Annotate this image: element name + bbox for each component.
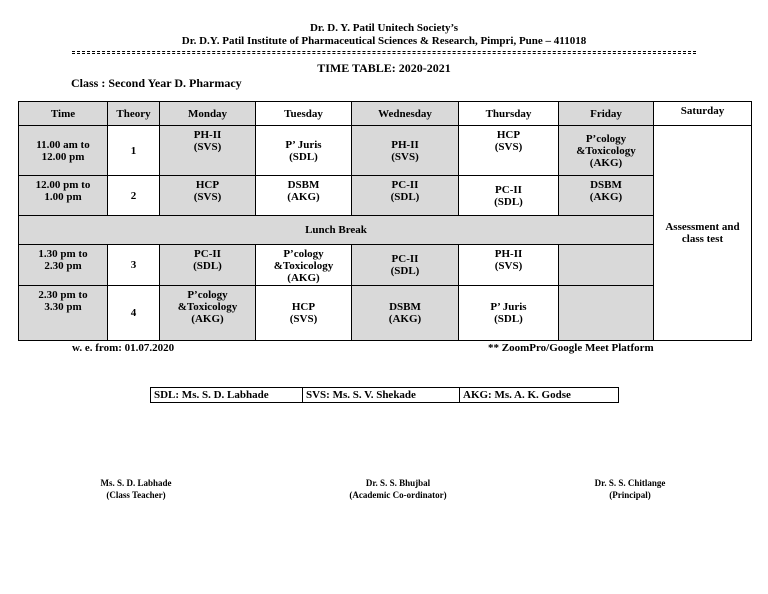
signatory-name: Dr. S. S. Bhujbal xyxy=(365,478,431,488)
staff-item: SDL: Ms. S. D. Labhade xyxy=(151,388,303,403)
signature-class-teacher xyxy=(66,477,206,501)
monday-cell: PC-II (SDL) xyxy=(160,245,256,286)
theory-cell: 4 xyxy=(108,286,160,341)
col-header-tuesday: Tuesday xyxy=(256,102,352,126)
monday-cell: HCP (SVS) xyxy=(160,176,256,216)
col-header-monday: Monday xyxy=(160,102,256,126)
time-cell: 1.30 pm to 2.30 pm xyxy=(19,245,108,286)
col-header-saturday: Saturday xyxy=(654,102,752,126)
effective-date: w. e. from: 01.07.2020 xyxy=(72,342,175,354)
time-cell: 11.00 am to 12.00 pm xyxy=(19,126,108,176)
signatory-role: (Academic Co-ordinator) xyxy=(349,490,447,500)
signatory-name: Dr. S. S. Chitlange xyxy=(594,478,666,488)
wednesday-cell: PC-II (SDL) xyxy=(352,245,459,286)
institute-name: Dr. D.Y. Patil Institute of Pharmaceutical Sciences & Research, Pimpri, Pune – 411018 xyxy=(181,35,587,47)
col-header-time: Time xyxy=(19,102,108,126)
tuesday-cell: DSBM (AKG) xyxy=(256,176,352,216)
col-header-thursday: Thursday xyxy=(459,102,559,126)
table-row xyxy=(19,245,752,286)
society-name: Dr. D. Y. Patil Unitech Society’s xyxy=(309,22,459,34)
table-row xyxy=(19,126,752,176)
col-header-wednesday: Wednesday xyxy=(352,102,459,126)
monday-cell: P’cology &Toxicology (AKG) xyxy=(160,286,256,341)
tuesday-cell: P’cology &Toxicology (AKG) xyxy=(256,245,352,286)
signatory-name: Ms. S. D. Labhade xyxy=(100,478,172,488)
theory-cell: 2 xyxy=(108,176,160,216)
tuesday-cell: HCP (SVS) xyxy=(256,286,352,341)
friday-cell: P’cology &Toxicology (AKG) xyxy=(559,126,654,176)
thursday-cell: HCP (SVS) xyxy=(459,126,559,176)
signature-principal xyxy=(560,477,700,501)
timetable xyxy=(18,101,752,341)
wednesday-cell: PC-II (SDL) xyxy=(352,176,459,216)
thursday-cell: PH-II (SVS) xyxy=(459,245,559,286)
staff-item: SVS: Ms. S. V. Shekade xyxy=(303,388,460,403)
wednesday-cell: DSBM (AKG) xyxy=(352,286,459,341)
staff-item: AKG: Ms. A. K. Godse xyxy=(460,388,619,403)
time-cell: 2.30 pm to 3.30 pm xyxy=(19,286,108,341)
signature-academic-coordinator xyxy=(323,477,473,501)
wednesday-cell: PH-II (SVS) xyxy=(352,126,459,176)
signatory-role: (Class Teacher) xyxy=(106,490,166,500)
theory-cell: 3 xyxy=(108,245,160,286)
lunch-row xyxy=(19,216,752,245)
friday-cell: DSBM (AKG) xyxy=(559,176,654,216)
table-row xyxy=(19,176,752,216)
friday-cell xyxy=(559,286,654,341)
time-cell: 12.00 pm to 1.00 pm xyxy=(19,176,108,216)
col-header-friday: Friday xyxy=(559,102,654,126)
class-label: Class : Second Year D. Pharmacy xyxy=(71,76,242,90)
signatory-role: (Principal) xyxy=(609,490,651,500)
saturday-cell: Assessment and class test xyxy=(654,126,752,341)
timetable-title: TIME TABLE: 2020-2021 xyxy=(317,61,451,75)
header-row xyxy=(19,102,752,126)
theory-cell: 1 xyxy=(108,126,160,176)
thursday-cell: P’ Juris (SDL) xyxy=(459,286,559,341)
table-row xyxy=(19,286,752,341)
tuesday-cell: P’ Juris (SDL) xyxy=(256,126,352,176)
header-divider xyxy=(72,51,696,54)
monday-cell: PH-II (SVS) xyxy=(160,126,256,176)
thursday-cell: PC-II (SDL) xyxy=(459,176,559,216)
col-header-theory: Theory xyxy=(108,102,160,126)
friday-cell xyxy=(559,245,654,286)
platform-note: ** ZoomPro/Google Meet Platform xyxy=(488,342,654,354)
lunch-break: Lunch Break xyxy=(19,216,654,245)
staff-legend xyxy=(150,387,619,403)
